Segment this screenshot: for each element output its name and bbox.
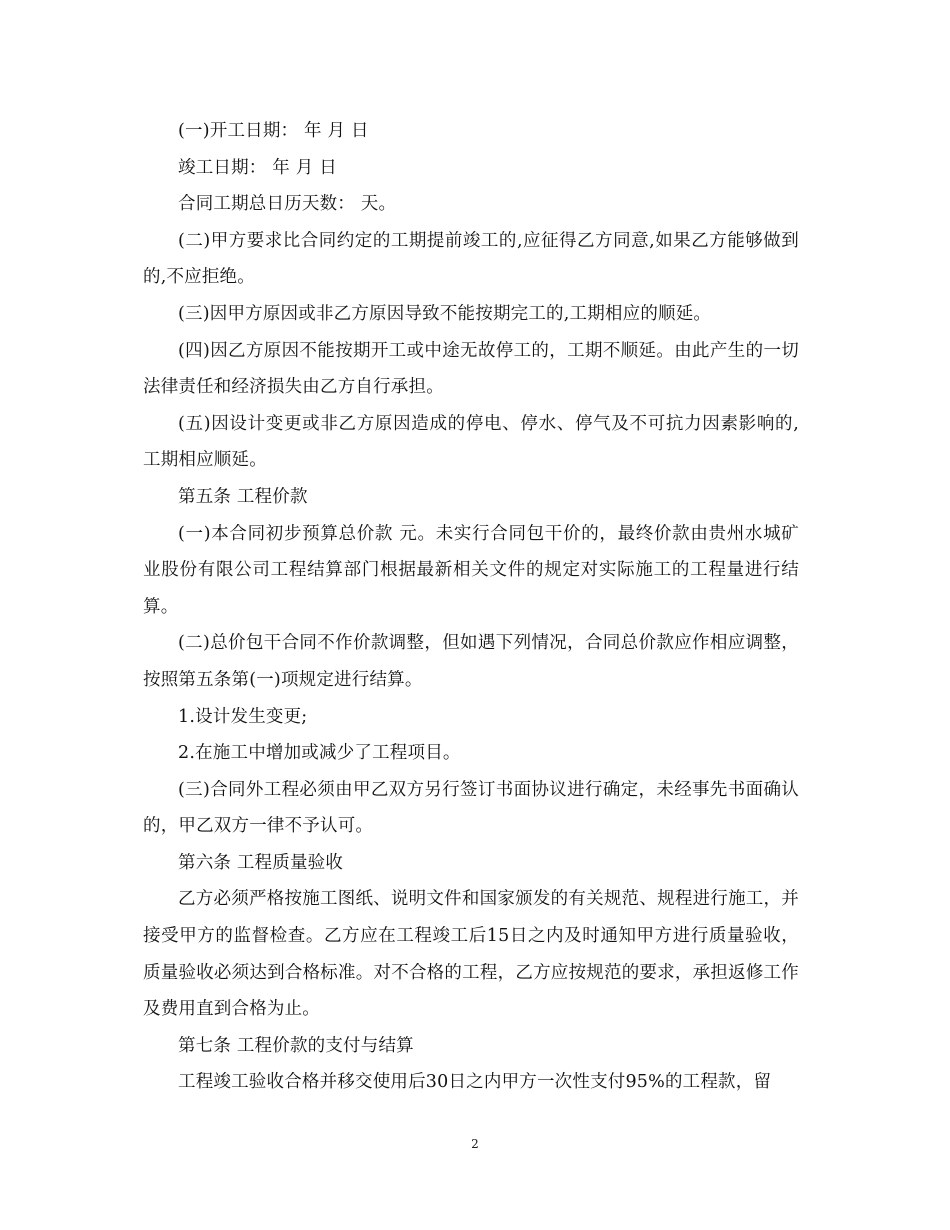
paragraph-extra-work: (三)合同外工程必须由甲乙双方另行签订书面协议进行确定，未经事先书面确认的，甲乙双方一律不予认可。	[143, 779, 799, 837]
section-heading-article-6: 第六条 工程质量验收	[178, 852, 344, 873]
paragraph-total-days: 合同工期总日历天数： 天。	[178, 194, 397, 215]
page-number: 2	[471, 1137, 479, 1151]
paragraph-payment: 工程竣工验收合格并移交使用后30日之内甲方一次性支付95%的工程款，留	[178, 1072, 772, 1093]
paragraph-preliminary-budget: (一)本合同初步预算总价款 元。未实行合同包干价的，最终价款由贵州水城矿业股份有限公司工程结算部门根据最新相关文件的规定对实际施工的工程量进行结算。	[143, 523, 799, 617]
section-heading-article-5: 第五条 工程价款	[178, 486, 308, 507]
paragraph-force-majeure: (五)因设计变更或非乙方原因造成的停电、停水、停气及不可抗力因素影响的,工期相应顺延。	[143, 413, 799, 471]
paragraph-start-date: (一)开工日期： 年 月 日	[178, 121, 369, 141]
paragraph-quality-acceptance: 乙方必须严格按施工图纸、说明文件和国家颁发的有关规范、规程进行施工，并接受甲方的监督检查。乙方应在工程竣工后15日之内及时通知甲方进行质量验收，质量验收必须达到合格标准。对不合格的工程，乙方应按规范的要求，承担返修工作及费用直到合格为止。	[143, 889, 799, 1020]
paragraph-lump-sum-adjustment: (二)总价包干合同不作价款调整，但如遇下列情况，合同总价款应作相应调整，按照第五条第(一)项规定进行结算。	[143, 633, 799, 690]
paragraph-early-completion: (二)甲方要求比合同约定的工期提前竣工的,应征得乙方同意,如果乙方能够做到的,不应拒绝。	[143, 230, 799, 288]
section-heading-article-7: 第七条 工程价款的支付与结算	[178, 1035, 414, 1056]
paragraph-completion-date: 竣工日期： 年 月 日	[178, 157, 337, 178]
document-body	[143, 113, 799, 1101]
paragraph-party-b-delay: (四)因乙方原因不能按期开工或中途无故停工的，工期不顺延。由此产生的一切法律责任和经济损失由乙方自行承担。	[143, 340, 799, 398]
paragraph-party-a-delay: (三)因甲方原因或非乙方原因导致不能按期完工的,工期相应的顺延。	[178, 303, 712, 324]
list-item-design-change: 1.设计发生变更;	[178, 706, 308, 727]
list-item-project-change: 2.在施工中增加或减少了工程项目。	[178, 743, 461, 764]
